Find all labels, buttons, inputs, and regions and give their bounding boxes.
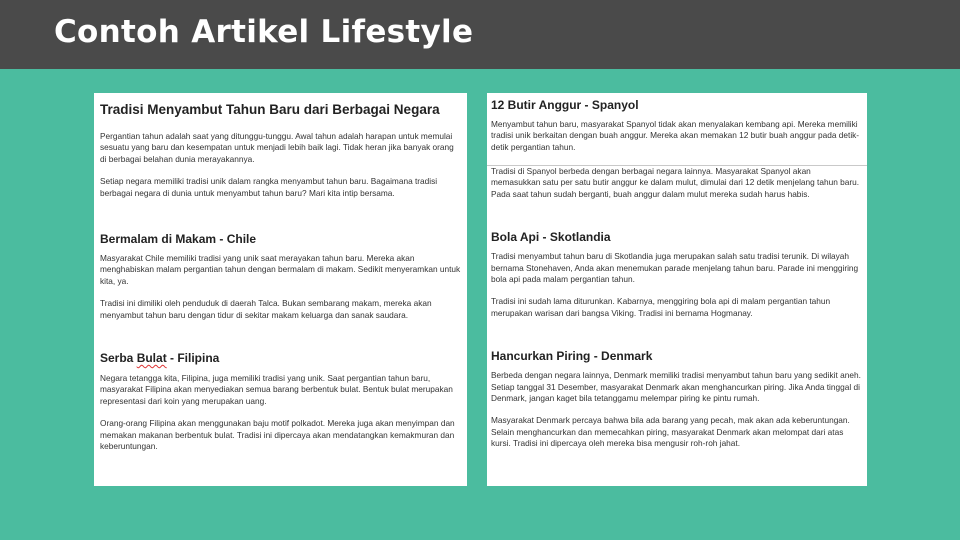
chile-heading: Bermalam di Makam - Chile — [100, 232, 257, 247]
intro-paragraph-2: Setiap negara memiliki tradisi unik dalam rangka menyambut tahun baru. Bagaimana tradisi berbagai negara di dunia untuk menyambut tahun baru? Mari kita intip bersama. — [100, 176, 438, 198]
filipina-paragraph-1: Negara tetangga kita, Filipina, juga memiliki tradisi yang unik. Saat pergantian tahun baru, masyarakat Filipina akan menyediakan semua barang berbentuk bulat. Bentuk bulat merupakan representasi dari koin yang merupakan uang. — [100, 373, 453, 406]
filipina-heading-part-1: Serba — [100, 351, 137, 366]
filipina-heading — [100, 350, 461, 366]
skotlandia-heading: Bola Api - Skotlandia — [491, 230, 611, 245]
denmark-heading: Hancurkan Piring - Denmark — [491, 349, 653, 364]
skotlandia-paragraph-1: Tradisi menyambut tahun baru di Skotlandia juga merupakan salah satu tradisi terunik. Di wilayah bernama Stonehaven, Anda akan menemukan parade menjelang tahun baru. Parade ini menggiring bola api pada malam pergantian tahun. — [491, 251, 859, 285]
denmark-paragraph-2: Masyarakat Denmark percaya bahwa bila ada barang yang pecah, mak akan ada keberuntungan. Selain menghancurkan dan memecahkan piring, masyarakat Denmark akan melompat dari atas kursi. Tradisi ini dipercaya oleh mereka bisa mengusir roh-roh jahat. — [491, 415, 850, 449]
slide-title: Contoh Artikel Lifestyle — [54, 14, 474, 50]
article-continued — [487, 166, 867, 450]
spanyol-paragraph-1: Menyambut tahun baru, masyarakat Spanyol tidak akan menyalakan kembang api. Mereka memiliki tradisi unik berkaitan dengan buah anggur. Mereka akan memakan 12 butir buah anggur pada detik-detik pergantian tahun. — [491, 119, 860, 152]
intro-paragraph-1: Pergantian tahun adalah saat yang ditunggu-tunggu. Awal tahun adalah harapan untuk memulai sesuatu yang baru dan kesempatan untuk menjadi lebih baik lagi. Tidak heran jika banyak orang di berbagai belahan dunia merayakannya. — [100, 131, 454, 164]
denmark-paragraph-1: Berbeda dengan negara lainnya, Denmark memiliki tradisi menyambut tahun baru yang sedikit aneh. Setiap tanggal 31 Desember, masyarakat Denmark akan menghancurkan piring. Jika Anda tinggal di Denmark, jangan kaget bila tetanggamu melempar piring ke pintu rumah. — [491, 370, 861, 404]
spellcheck-word: Bulat — [136, 351, 167, 366]
spanyol-section-top — [487, 93, 867, 166]
chile-paragraph-1: Masyarakat Chile memiliki tradisi yang unik saat merayakan tahun baru. Mereka akan menghabiskan malam pergantian tahun dengan bermalam di makam. Sedikit menyeramkan untuk kita, ya. — [100, 253, 461, 286]
filipina-paragraph-2: Orang-orang Filipina akan menggunakan baju motif polkadot. Mereka juga akan menyimpan dan memakan makanan berbentuk bulat. Tradisi ini dipercaya akan mendatangkan kemakmuran dan keberuntungan. — [100, 418, 455, 452]
spanyol-paragraph-2: Tradisi di Spanyol berbeda dengan berbagai negara lainnya. Masyarakat Spanyol akan memasukkan satu per satu butir anggur ke dalam mulut, dimulai dari 12 detik menjelang tahun baru. Pada saat tahun sudah berganti, buah anggur dalam mulut mereka sudah harus habis. — [491, 166, 860, 199]
chile-paragraph-2: Tradisi ini dimiliki oleh penduduk di daerah Talca. Bukan sembarang makam, mereka akan menyambut tahun baru dengan tidur di sekitar makam keluarga dan sanak saudara. — [100, 298, 432, 320]
article-title: Tradisi Menyambut Tahun Baru dari Berbagai Negara — [100, 102, 440, 117]
article-screenshot-right — [487, 93, 867, 486]
filipina-heading-part-3: - Filipina — [166, 351, 220, 366]
article-screenshot-left — [94, 93, 467, 486]
slide-header — [0, 0, 960, 69]
skotlandia-paragraph-2: Tradisi ini sudah lama diturunkan. Kabarnya, menggiring bola api di malam pergantian tahun merupakan warisan dari bangsa Viking. Tradisi ini bernama Hogmanay. — [491, 296, 831, 318]
spanyol-heading: 12 Butir Anggur - Spanyol — [491, 98, 639, 112]
